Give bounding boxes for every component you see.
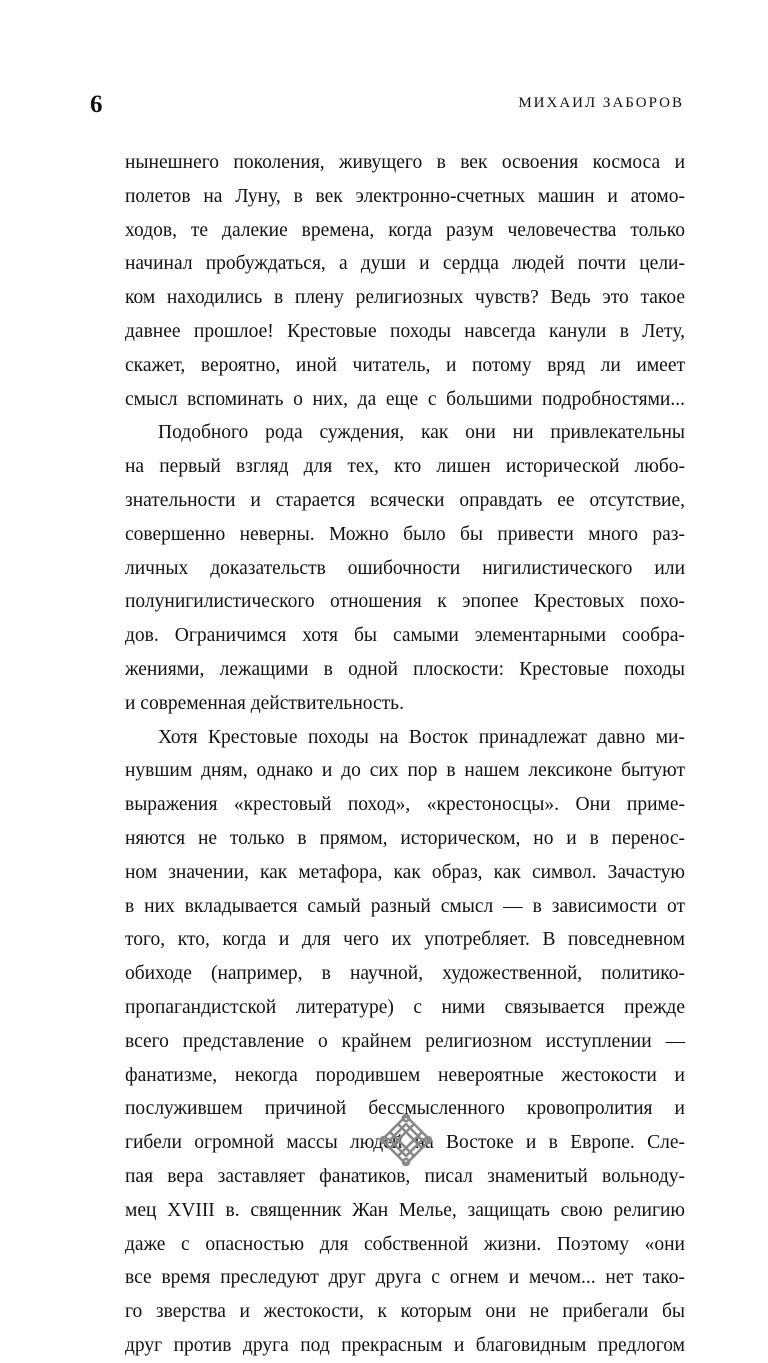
celtic-knot-ornament-icon xyxy=(380,1114,432,1166)
text-line: обиходе (например, в научной, художественной, политико- xyxy=(125,963,685,985)
text-line: послужившем причиной бессмысленного кровопролития и xyxy=(125,1098,685,1120)
text-line: личных доказательств ошибочности нигилистического или xyxy=(125,557,685,579)
text-line: совершенно неверны. Можно было бы привести много раз- xyxy=(125,523,685,545)
text-line: смысл вспоминать о них, да еще с большими подробностями... xyxy=(125,388,685,410)
text-line: выражения «крестовый поход», «крестоносцы». Они приме- xyxy=(125,794,685,816)
text-line: давнее прошлое! Крестовые походы навсегда канули в Лету, xyxy=(125,320,685,342)
paragraph-first-line: Подобного рода суждения, как они ни привлекательны xyxy=(158,422,685,444)
text-line: все время преследуют друг друга с огнем и мечом... нет тако- xyxy=(125,1267,685,1289)
text-line: нувшим дням, однако и до сих пор в нашем лексиконе бытуют xyxy=(125,760,685,782)
text-line: нынешнего поколения, живущего в век освоения космоса и xyxy=(125,152,685,173)
text-line: няются не только в прямом, историческом, но и в перенос- xyxy=(125,827,685,849)
text-line: даже с опасностью для собственной жизни. Поэтому «они xyxy=(125,1233,685,1255)
text-line: пая вера заставляет фанатиков, писал знаменитый вольноду- xyxy=(125,1165,685,1187)
text-line: скажет, вероятно, иной читатель, и потому вряд ли имеет xyxy=(125,354,685,376)
text-line: полетов на Луну, в век электронно-счетных машин и атомо- xyxy=(125,185,685,207)
text-line: в них вкладывается самый разный смысл — в зависимости от xyxy=(125,895,685,917)
text-line: полунигилистического отношения к эпопее Крестовых похо- xyxy=(125,591,685,613)
page-number: 6 xyxy=(90,91,103,118)
text-line: жениями, лежащими в одной плоскости: Крестовые походы xyxy=(125,658,685,680)
text-line: ном значении, как метафора, как образ, как символ. Зачастую xyxy=(125,861,685,883)
text-line: дов. Ограничимся хотя бы самыми элементарными сообра- xyxy=(125,625,685,647)
text-line: того, кто, когда и для чего их употребляет. В повседневном xyxy=(125,929,685,951)
text-line: гибели огромной массы людей на Востоке и в Европе. Сле- xyxy=(125,1132,685,1154)
text-line: всего представление о крайнем религиозном исступлении — xyxy=(125,1030,685,1052)
text-line: знательности и старается всячески оправдать ее отсутствие, xyxy=(125,489,685,511)
text-line: го зверства и жестокости, к которым они не прибегали бы xyxy=(125,1301,685,1323)
text-line: на первый взгляд для тех, кто лишен исторической любо- xyxy=(125,456,685,478)
text-line: ком находились в плену религиозных чувств? Ведь это такое xyxy=(125,287,685,309)
body-text xyxy=(125,146,685,1363)
paragraph-last-line: и современная действительность. xyxy=(125,692,404,714)
running-head: МИХАИЛ ЗАБОРОВ xyxy=(518,95,684,111)
text-line: пропагандистской литературе) с ними связывается прежде xyxy=(125,996,685,1018)
text-line: друг против друга под прекрасным и благовидным предлогом xyxy=(125,1334,685,1356)
text-line: мец XVIII в. священник Жан Мелье, защищать свою религию xyxy=(125,1199,685,1221)
paragraph-first-line: Хотя Крестовые походы на Восток принадлежат давно ми- xyxy=(158,726,685,748)
text-line: начинал пробуждаться, а души и сердца людей почти цели- xyxy=(125,253,685,275)
text-line: ходов, те далекие времена, когда разум человечества только xyxy=(125,219,685,241)
text-line: фанатизме, некогда породившем невероятные жестокости и xyxy=(125,1064,685,1086)
